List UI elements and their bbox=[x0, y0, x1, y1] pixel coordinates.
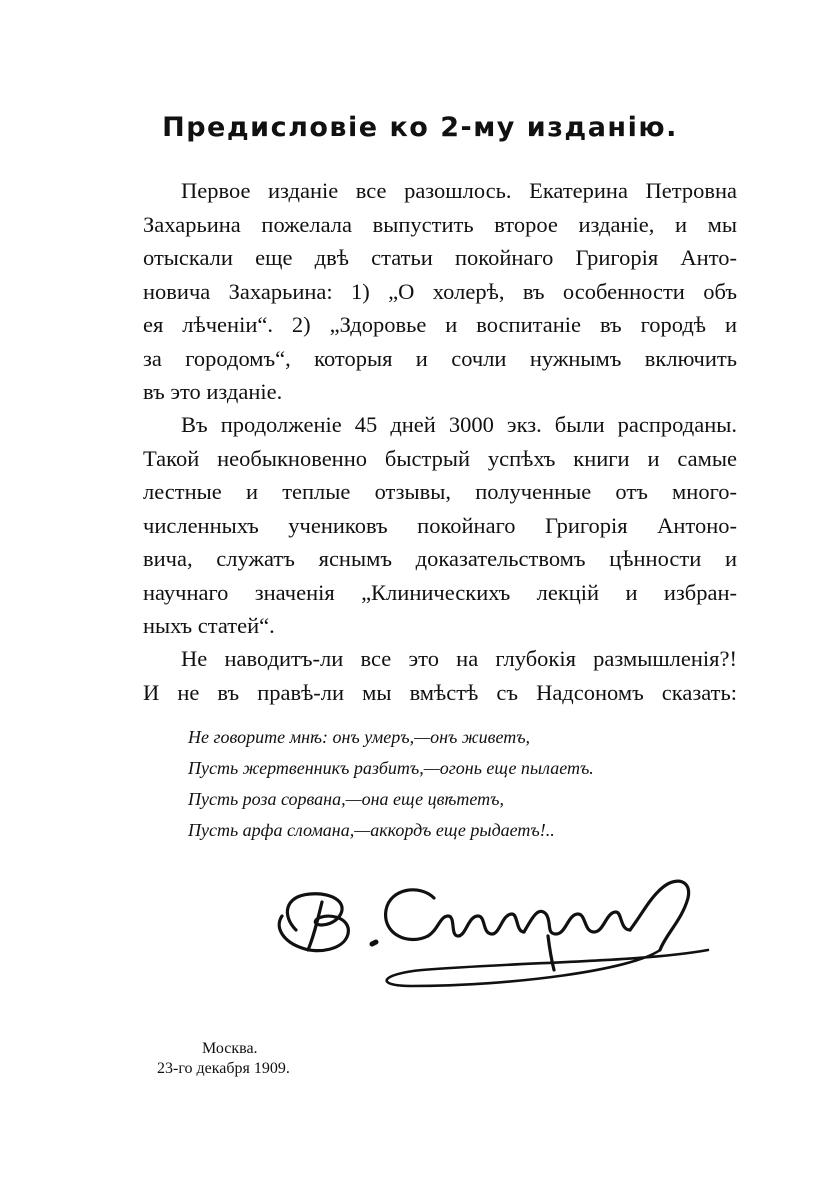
paragraph-line: за городомъ“, которыя и сочли нужнымъ включить bbox=[143, 345, 737, 371]
paragraph-reflection bbox=[143, 642, 737, 709]
signature-stroke bbox=[372, 942, 376, 944]
paragraph-line: Въ продолженіе 45 дней 3000 экз. были распроданы. bbox=[181, 412, 737, 437]
paragraph-line: научнаго значенія „Клиническихъ лекцій и избран- bbox=[143, 579, 737, 605]
paragraph-line: И не въ правѣ-ли мы вмѣстѣ съ Надсономъ сказать: bbox=[143, 679, 737, 705]
paragraph-line: Такой необыкновенно быстрый успѣхъ книги и самые bbox=[143, 445, 737, 471]
signature-stroke bbox=[428, 914, 524, 936]
paragraph-line: Захарьина пожелала выпустить второе изданіе, и мы bbox=[143, 211, 737, 237]
signature-stroke bbox=[386, 890, 434, 940]
place-label: Москва. bbox=[202, 1040, 258, 1057]
poem-verse: Не говорите мнѣ: онъ умеръ,—онъ живетъ, bbox=[188, 727, 531, 747]
poem-verse: Пусть роза сорвана,—она еще цвѣтетъ, bbox=[188, 789, 504, 809]
paragraph-line: новича Захарьина: 1) „О холерѣ, въ особенности объ bbox=[143, 278, 737, 304]
paragraph-line: Не наводитъ-ли все это на глубокія размышленія?! bbox=[181, 646, 737, 671]
paragraph-line: численныхъ учениковъ покойнаго Григорія Антоно- bbox=[143, 512, 737, 538]
page-title: Предисловіе ко 2-му изданію. bbox=[162, 112, 678, 143]
paragraph-line: лестные и теплые отзывы, полученные отъ много- bbox=[143, 479, 737, 504]
paragraph-line: Первое изданіе все разошлось. Екатерина Петровна bbox=[181, 178, 737, 203]
paragraph-sales bbox=[143, 408, 737, 643]
poem-verse: Пусть жертвенникъ разбитъ,—огонь еще пылаетъ. bbox=[188, 758, 594, 778]
paragraph-line: вича, служатъ яснымъ доказательствомъ цѣнности и bbox=[143, 546, 737, 571]
signature-stroke bbox=[630, 881, 689, 950]
paragraph-first-edition bbox=[143, 174, 737, 409]
paragraph-line: ея лѣченіи“. 2) „Здоровье и воспитаніе въ городѣ и bbox=[143, 312, 737, 337]
poem-verse: Пусть арфа сломана,—аккордъ еще рыдаетъ!.. bbox=[188, 820, 555, 840]
signature-stroke bbox=[279, 894, 348, 951]
signature-stroke bbox=[548, 936, 554, 970]
handwritten-signature bbox=[262, 858, 722, 1008]
poem-quote bbox=[188, 722, 668, 846]
date-label: 23-го декабря 1909. bbox=[157, 1060, 290, 1077]
paragraph-line: въ это изданіе. bbox=[143, 379, 283, 404]
paragraph-line: ныхъ статей“. bbox=[143, 613, 275, 638]
paragraph-line: отыскали еще двѣ статьи покойнаго Григорія Анто- bbox=[143, 245, 737, 270]
signature-stroke bbox=[524, 911, 630, 934]
signature-stroke bbox=[387, 950, 708, 986]
